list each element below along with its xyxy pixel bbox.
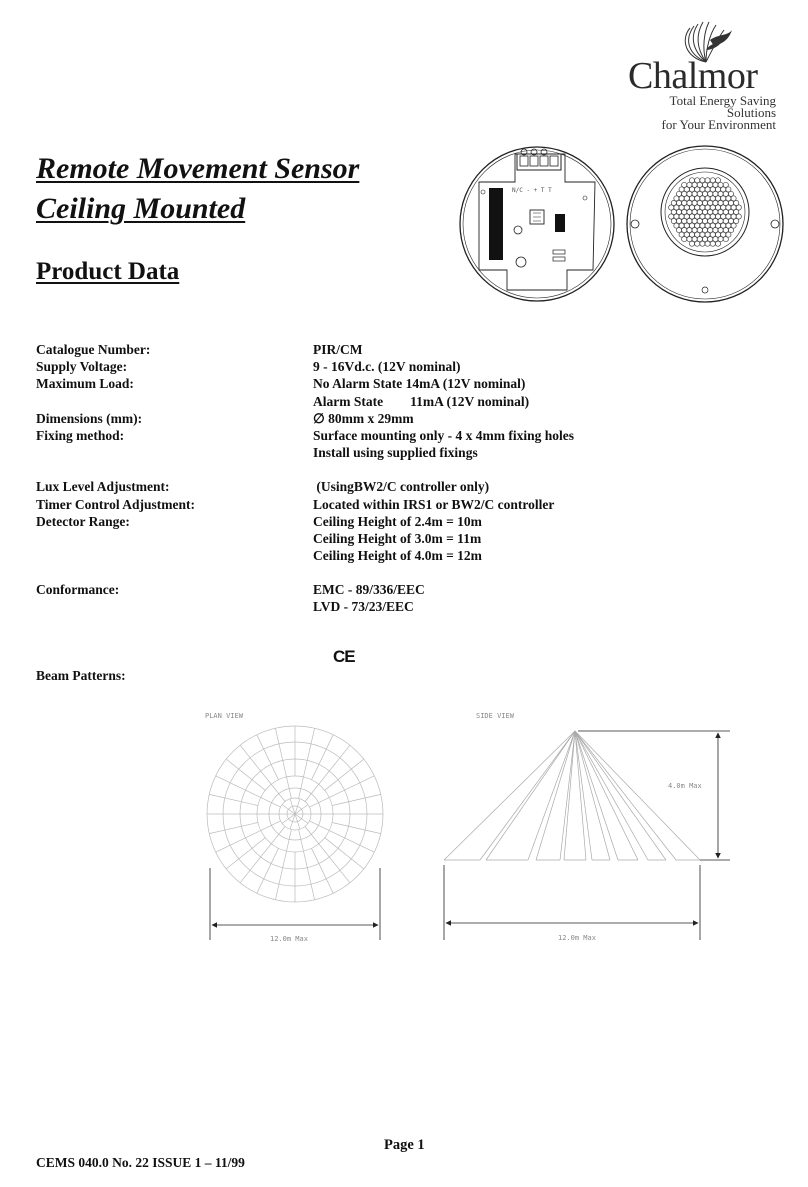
spec-row-load	[36, 375, 636, 392]
plan-inner-spoke	[295, 799, 300, 814]
spec-value: Surface mounting only - 4 x 4mm fixing holes	[313, 427, 575, 443]
brand-tagline-line1: Total Energy Saving Solutions	[669, 93, 776, 120]
plan-view-pattern	[207, 726, 383, 902]
spec-row-conformance-2	[36, 598, 636, 615]
plan-spoke	[299, 830, 315, 900]
beam-ray	[560, 731, 575, 860]
beam-ray	[575, 731, 700, 860]
spec-row-dimensions	[36, 410, 636, 427]
page-number: Page 1	[384, 1137, 425, 1153]
spec-value: (UsingBW2/C controller only)	[313, 479, 490, 495]
side-width-label: 12.0m Max	[558, 934, 596, 942]
spec-value: Ceiling Height of 4.0m = 12m	[313, 548, 482, 564]
lens-cell	[695, 241, 700, 246]
section-title: Product Data	[36, 258, 180, 285]
spec-label: Supply Voltage:	[36, 359, 128, 375]
fresnel-lens-cells	[669, 178, 742, 247]
spec-value: No Alarm State 14mA (12V nominal)	[313, 376, 526, 392]
side-view-title: SIDE VIEW	[476, 712, 514, 720]
beam-ray	[575, 731, 666, 860]
lens-cell	[715, 241, 720, 246]
ic-component	[555, 214, 565, 232]
spec-row-load-2	[36, 393, 636, 410]
side-height-label: 4.0m Max	[668, 782, 702, 790]
plan-width-label: 12.0m Max	[270, 935, 308, 943]
plan-spoke	[312, 848, 334, 893]
plan-inner-spoke	[290, 814, 295, 829]
spec-value: Alarm State 11mA (12V nominal)	[313, 393, 530, 409]
spec-row-lux	[36, 478, 636, 495]
plan-spoke	[240, 745, 285, 801]
plan-spoke	[312, 735, 334, 780]
sensor-pcb-image	[460, 147, 614, 301]
terminal-label: N/C - + T T	[512, 187, 552, 194]
beam-ray	[486, 731, 575, 860]
relay-component	[489, 188, 503, 260]
plan-spoke	[305, 745, 350, 801]
spec-list	[36, 341, 636, 616]
spec-value: Install using supplied fixings	[313, 445, 478, 461]
beam-ray	[480, 731, 575, 860]
ce-mark: CE	[333, 647, 355, 666]
spec-value: Ceiling Height of 2.4m = 10m	[313, 513, 482, 529]
brand-tagline	[626, 95, 776, 131]
spec-row-fixing	[36, 427, 636, 444]
spec-value: Located within IRS1 or BW2/C controller	[313, 496, 555, 512]
spacer	[36, 564, 636, 581]
plan-spoke	[226, 759, 265, 790]
plan-spoke	[216, 776, 281, 807]
plan-spoke	[240, 827, 285, 883]
sensor-lens-image	[627, 146, 783, 302]
side-view-pattern	[444, 731, 700, 860]
spec-row-range-3	[36, 547, 636, 564]
lens-cell	[682, 237, 687, 242]
lens-cell	[700, 241, 705, 246]
beam-ray	[528, 731, 575, 860]
spec-row-range-2	[36, 530, 636, 547]
spec-row-conformance	[36, 581, 636, 598]
spec-row-supply	[36, 358, 636, 375]
plan-spoke	[275, 728, 291, 798]
spec-value: LVD - 73/23/EEC	[313, 599, 414, 615]
plan-view-title: PLAN VIEW	[205, 712, 243, 720]
spec-label: Catalogue Number:	[36, 342, 151, 357]
lens-cell	[705, 241, 710, 246]
plan-spoke	[332, 794, 381, 805]
spec-value: 9 - 16Vd.c. (12V nominal)	[313, 359, 461, 375]
plan-spoke	[226, 838, 265, 869]
spec-value: ∅ 80mm x 29mm	[313, 410, 414, 426]
lens-cell	[689, 241, 694, 246]
plan-spoke	[257, 735, 279, 780]
beam-ray	[575, 731, 676, 860]
spec-label: Lux Level Adjustment:	[36, 479, 170, 495]
plan-spoke	[309, 821, 374, 852]
spec-label: Fixing method:	[36, 427, 125, 443]
beam-pattern-diagram	[190, 700, 750, 960]
spec-value: EMC - 89/336/EEC	[313, 582, 425, 598]
spec-row-range	[36, 513, 636, 530]
lens-cell	[710, 241, 715, 246]
brand-tagline-line2: for Your Environment	[661, 117, 776, 132]
spec-row-fixing-2	[36, 444, 636, 461]
spec-label: Detector Range:	[36, 513, 130, 529]
spacer	[36, 461, 636, 478]
plan-spoke	[216, 821, 281, 852]
plan-spoke	[305, 827, 350, 883]
spec-label: Conformance:	[36, 582, 120, 598]
spec-value: Ceiling Height of 3.0m = 11m	[313, 530, 482, 546]
plan-spoke	[325, 838, 364, 869]
spec-label: Maximum Load:	[36, 376, 134, 392]
spec-row-timer	[36, 496, 636, 513]
plan-spoke	[325, 759, 364, 790]
beam-ray	[575, 731, 592, 860]
plan-inner-spoke	[295, 814, 300, 829]
lens-cell	[723, 237, 728, 242]
plan-spoke	[309, 776, 374, 807]
page-title-line1: Remote Movement Sensor	[36, 152, 360, 185]
spec-value: PIR/CM	[313, 342, 363, 357]
plan-spoke	[332, 823, 381, 834]
plan-spoke	[209, 794, 258, 805]
spec-label: Dimensions (mm):	[36, 410, 143, 426]
plan-spoke	[209, 823, 258, 834]
beam-patterns-label: Beam Patterns:	[36, 668, 126, 683]
document-reference: CEMS 040.0 No. 22 ISSUE 1 – 11/99	[36, 1155, 245, 1170]
plan-spoke	[275, 830, 291, 900]
spec-row-catalogue	[36, 341, 636, 358]
plan-spoke	[299, 728, 315, 798]
page-title-line2: Ceiling Mounted	[36, 192, 246, 225]
spec-label: Timer Control Adjustment:	[36, 496, 196, 512]
plan-spoke	[257, 848, 279, 893]
brand-name: Chalmor	[628, 55, 758, 97]
sensor-images	[455, 140, 785, 308]
plan-inner-spoke	[290, 799, 295, 814]
